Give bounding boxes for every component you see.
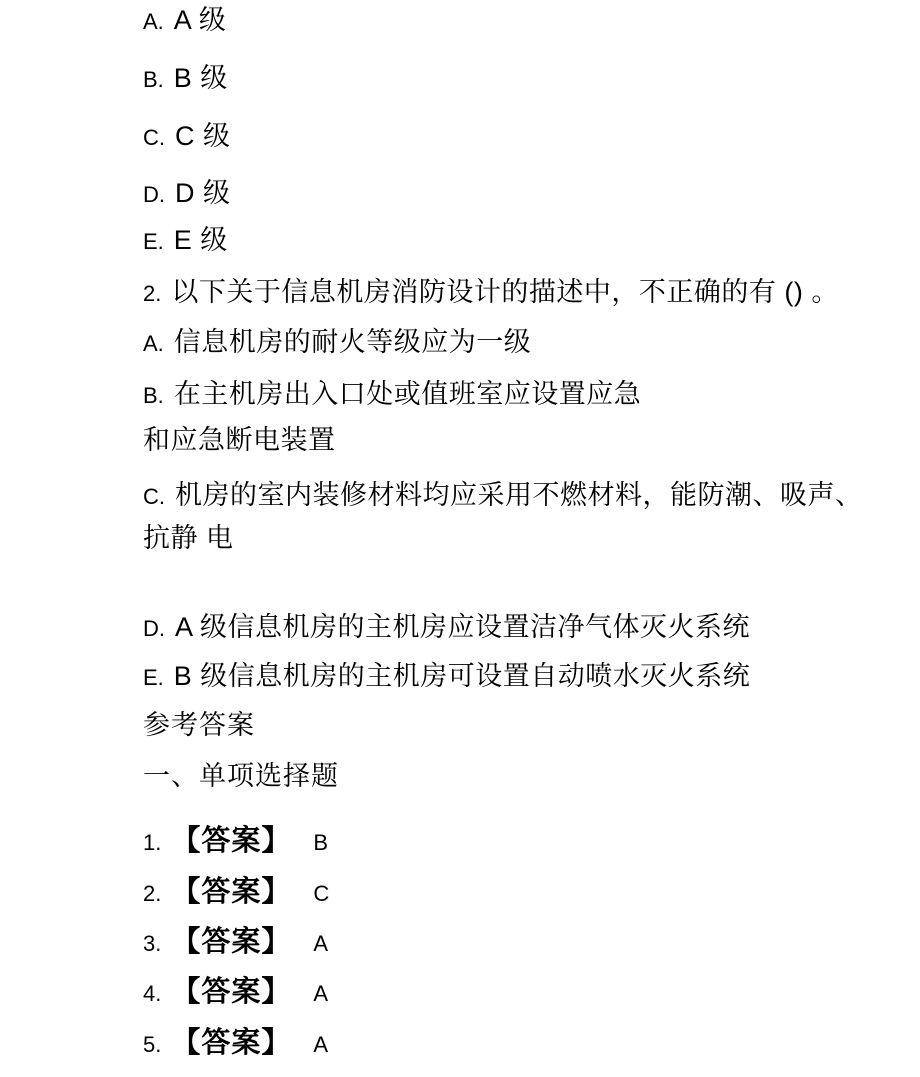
option-letter: C.: [143, 484, 165, 509]
answer-line-2: [143, 875, 329, 909]
q2-option-line-e: [143, 659, 750, 693]
option-letter: B.: [143, 67, 164, 92]
option-text: 在主机房出入口处或值班室应设置应急: [173, 379, 642, 409]
option-letter: A.: [143, 9, 164, 34]
question-2-line: [143, 275, 839, 309]
option-text: C 级: [175, 121, 231, 151]
answer-value: C: [313, 881, 330, 906]
option-text: A 级: [173, 5, 227, 35]
option-text: A 级信息机房的主机房应设置洁净气体灭火系统: [175, 612, 751, 642]
reference-answers-title: [143, 708, 255, 742]
answer-value: A: [313, 981, 329, 1006]
answer-line-1: [143, 824, 328, 858]
option-line-a: [143, 3, 226, 37]
answer-label: 【答案】: [171, 1027, 292, 1059]
answer-line-5: [143, 1026, 328, 1060]
section-heading-single-choice: [143, 759, 339, 793]
answer-value: A: [313, 1032, 329, 1057]
option-letter: D.: [143, 182, 165, 207]
option-text: E 级: [173, 225, 228, 255]
q2-option-b-continuation: [143, 423, 336, 457]
answer-label: 【答案】: [171, 926, 292, 958]
option-line-b: [143, 61, 228, 95]
answer-number: 4.: [143, 981, 162, 1006]
q2-option-line-d: [143, 610, 750, 644]
q2-option-line-a: [143, 325, 531, 359]
q2-option-line-b: [143, 377, 641, 411]
q2-option-line-c: [143, 478, 863, 512]
q2-option-c-continuation: [143, 521, 234, 555]
option-letter: A.: [143, 331, 164, 356]
answer-value: A: [313, 931, 329, 956]
option-line-c: [143, 119, 231, 153]
option-text: B 级信息机房的主机房可设置自动喷水灭火系统: [173, 661, 751, 691]
option-letter: E.: [143, 665, 164, 690]
answer-label: 【答案】: [171, 825, 292, 857]
answer-number: 1.: [143, 830, 162, 855]
option-text: B 级: [173, 63, 228, 93]
answer-number: 5.: [143, 1032, 162, 1057]
option-text: 机房的室内装修材料均应采用不燃材料，能防潮、吸声、: [175, 480, 863, 510]
answer-number: 2.: [143, 881, 162, 906]
option-letter: C.: [143, 125, 165, 150]
answer-value: B: [313, 830, 329, 855]
option-text: 和应急断电装置: [143, 425, 336, 455]
answer-label: 【答案】: [171, 876, 292, 908]
answer-line-4: [143, 975, 328, 1009]
option-line-d: [143, 176, 231, 210]
answer-label: 【答案】: [171, 976, 292, 1008]
answer-line-3: [143, 925, 328, 959]
option-text: D 级: [175, 178, 231, 208]
question-number: 2.: [143, 281, 162, 306]
option-letter: E.: [143, 229, 164, 254]
heading-text: 一、单项选择题: [143, 761, 339, 791]
option-text: 信息机房的耐火等级应为一级: [173, 327, 532, 357]
option-text: 抗静 电: [143, 523, 234, 553]
answer-number: 3.: [143, 931, 162, 956]
option-letter: D.: [143, 616, 165, 641]
option-letter: B.: [143, 383, 164, 408]
option-line-e: [143, 223, 228, 257]
title-text: 参考答案: [143, 710, 255, 740]
question-text: 以下关于信息机房消防设计的描述中，不正确的有 () 。: [171, 277, 839, 307]
